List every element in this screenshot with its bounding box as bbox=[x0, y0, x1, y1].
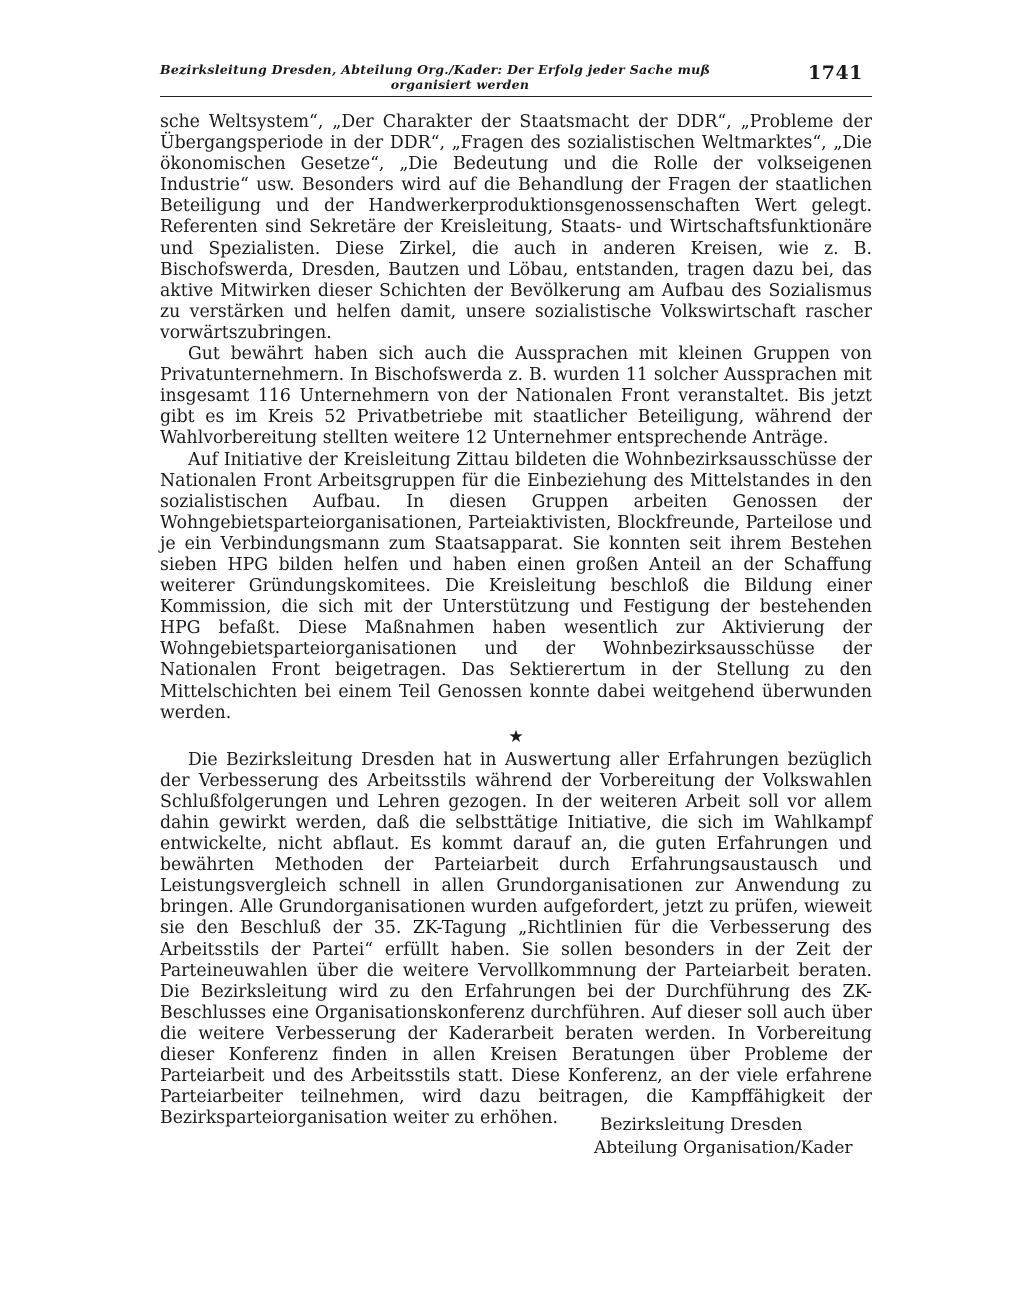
running-head-line-1: Bezirksleitung Dresden, Abteilung Org./Kader: Der Erfolg jeder Sache muß bbox=[160, 62, 711, 77]
running-head bbox=[160, 62, 720, 92]
signature-line-2: Abteilung Organisation/Kader bbox=[594, 1138, 853, 1158]
body-text bbox=[160, 112, 872, 1129]
running-head-line-2: organisiert werden bbox=[390, 77, 530, 92]
header-rule bbox=[160, 96, 872, 97]
paragraph-4: Die Bezirksleitung Dresden hat in Auswertung aller Erfahrungen bezüglich der Verbesserung des Arbeitsstils während der Vorbereitung der Volkswahlen Schlußfolgerungen und Lehren gezogen. In der weiteren Arbeit soll vor allem dahin gewirkt werden, daß die selbsttätige Initiative, die sich im Wahlkampf entwickelte, nicht abflaut. Es kommt darauf an, die guten Erfahrungen und bewährten Methoden der Parteiarbeit durch Erfahrungsaustausch und Leistungsvergleich schnell in allen Grundorganisationen zur Anwendung zu bringen. Alle Grundorganisationen wurden aufgefordert, jetzt zu prüfen, wieweit sie den Beschluß der 35. ZK-Tagung „Richtlinien für die Verbesserung des Arbeitsstils der Partei“ erfüllt haben. Sie sollen besonders in der Zeit der Parteineuwahlen über die weitere Vervollkommnung der Parteiarbeit beraten. Die Bezirksleitung wird zu den Erfahrungen bei der Durchführung des ZK-Beschlusses eine Organisationskonferenz durchführen. Auf dieser soll auch über die weitere Verbesserung der Kaderarbeit beraten werden. In Vorbereitung dieser Konferenz finden in allen Kreisen Beratungen über Probleme der Parteiarbeit und des Arbeitsstils statt. Diese Konferenz, an der viele erfahrene Parteiarbeiter teilnehmen, wird dazu beitragen, die Kampffähigkeit der Bezirksparteiorganisation weiter zu erhöhen. bbox=[160, 749, 872, 1129]
section-separator-star: ★ bbox=[508, 726, 524, 747]
page-number: 1741 bbox=[808, 62, 863, 84]
paragraph-1: sche Weltsystem“, „Der Charakter der Staatsmacht der DDR“, „Probleme der Übergangsperiode in der DDR“, „Fragen des sozialistischen Weltmarktes“, „Die ökonomischen Gesetze“, „Die Bedeutung und die Rolle der volkseigenen Industrie“ usw. Besonders wird auf die Behandlung der Fragen der staatlichen Beteiligung und der Handwerkerproduktionsgenossenschaften Wert gelegt. Referenten sind Sekretäre der Kreisleitung, Staats- und Wirtschaftsfunktionäre und Spezialisten. Diese Zirkel, die auch in anderen Kreisen, wie z. B. Bischofswerda, Dresden, Bautzen und Löbau, entstanden, tragen dazu bei, das aktive Mitwirken dieser Schichten der Bevölkerung am Aufbau des Sozialismus zu verstärken und helfen damit, unsere sozialistische Volkswirtschaft rascher vorwärtszubringen. bbox=[160, 112, 872, 343]
paragraph-2: Gut bewährt haben sich auch die Aussprachen mit kleinen Gruppen von Privatunternehmern. In Bischofswerda z. B. wurden 11 solcher Aussprachen mit insgesamt 116 Unternehmern von der Nationalen Front veranstaltet. Bis jetzt gibt es im Kreis 52 Privatbetriebe mit staatlicher Beteiligung, während der Wahlvorbereitung stellten weitere 12 Unternehmer entsprechende Anträge. bbox=[160, 344, 872, 449]
paragraph-3: Auf Initiative der Kreisleitung Zittau bildeten die Wohnbezirksausschüsse der Nationalen Front Arbeitsgruppen für die Einbeziehung des Mittelstandes in den sozialistischen Aufbau. In diesen Gruppen arbeiten Genossen der Wohngebietsparteiorganisationen, Parteiaktivisten, Blockfreunde, Parteilose und je ein Verbindungsmann zum Staatsapparat. Sie konnten seit ihrem Bestehen sieben HPG bilden helfen und haben einen großen Anteil an der Schaffung weiterer Gründungskomitees. Die Kreisleitung beschloß die Bildung einer Kommission, die sich mit der Unterstützung und Festigung der bestehenden HPG befaßt. Diese Maßnahmen haben wesentlich zur Aktivierung der Wohngebietsparteiorganisationen und der Wohnbezirksausschüsse der Nationalen Front beigetragen. Das Sektierertum in der Stellung zu den Mittelschichten bei einem Teil Genossen konnte dabei weitgehend überwunden werden. bbox=[160, 449, 872, 723]
signature-line-1: Bezirksleitung Dresden bbox=[600, 1115, 803, 1135]
signature-block bbox=[560, 1114, 860, 1160]
